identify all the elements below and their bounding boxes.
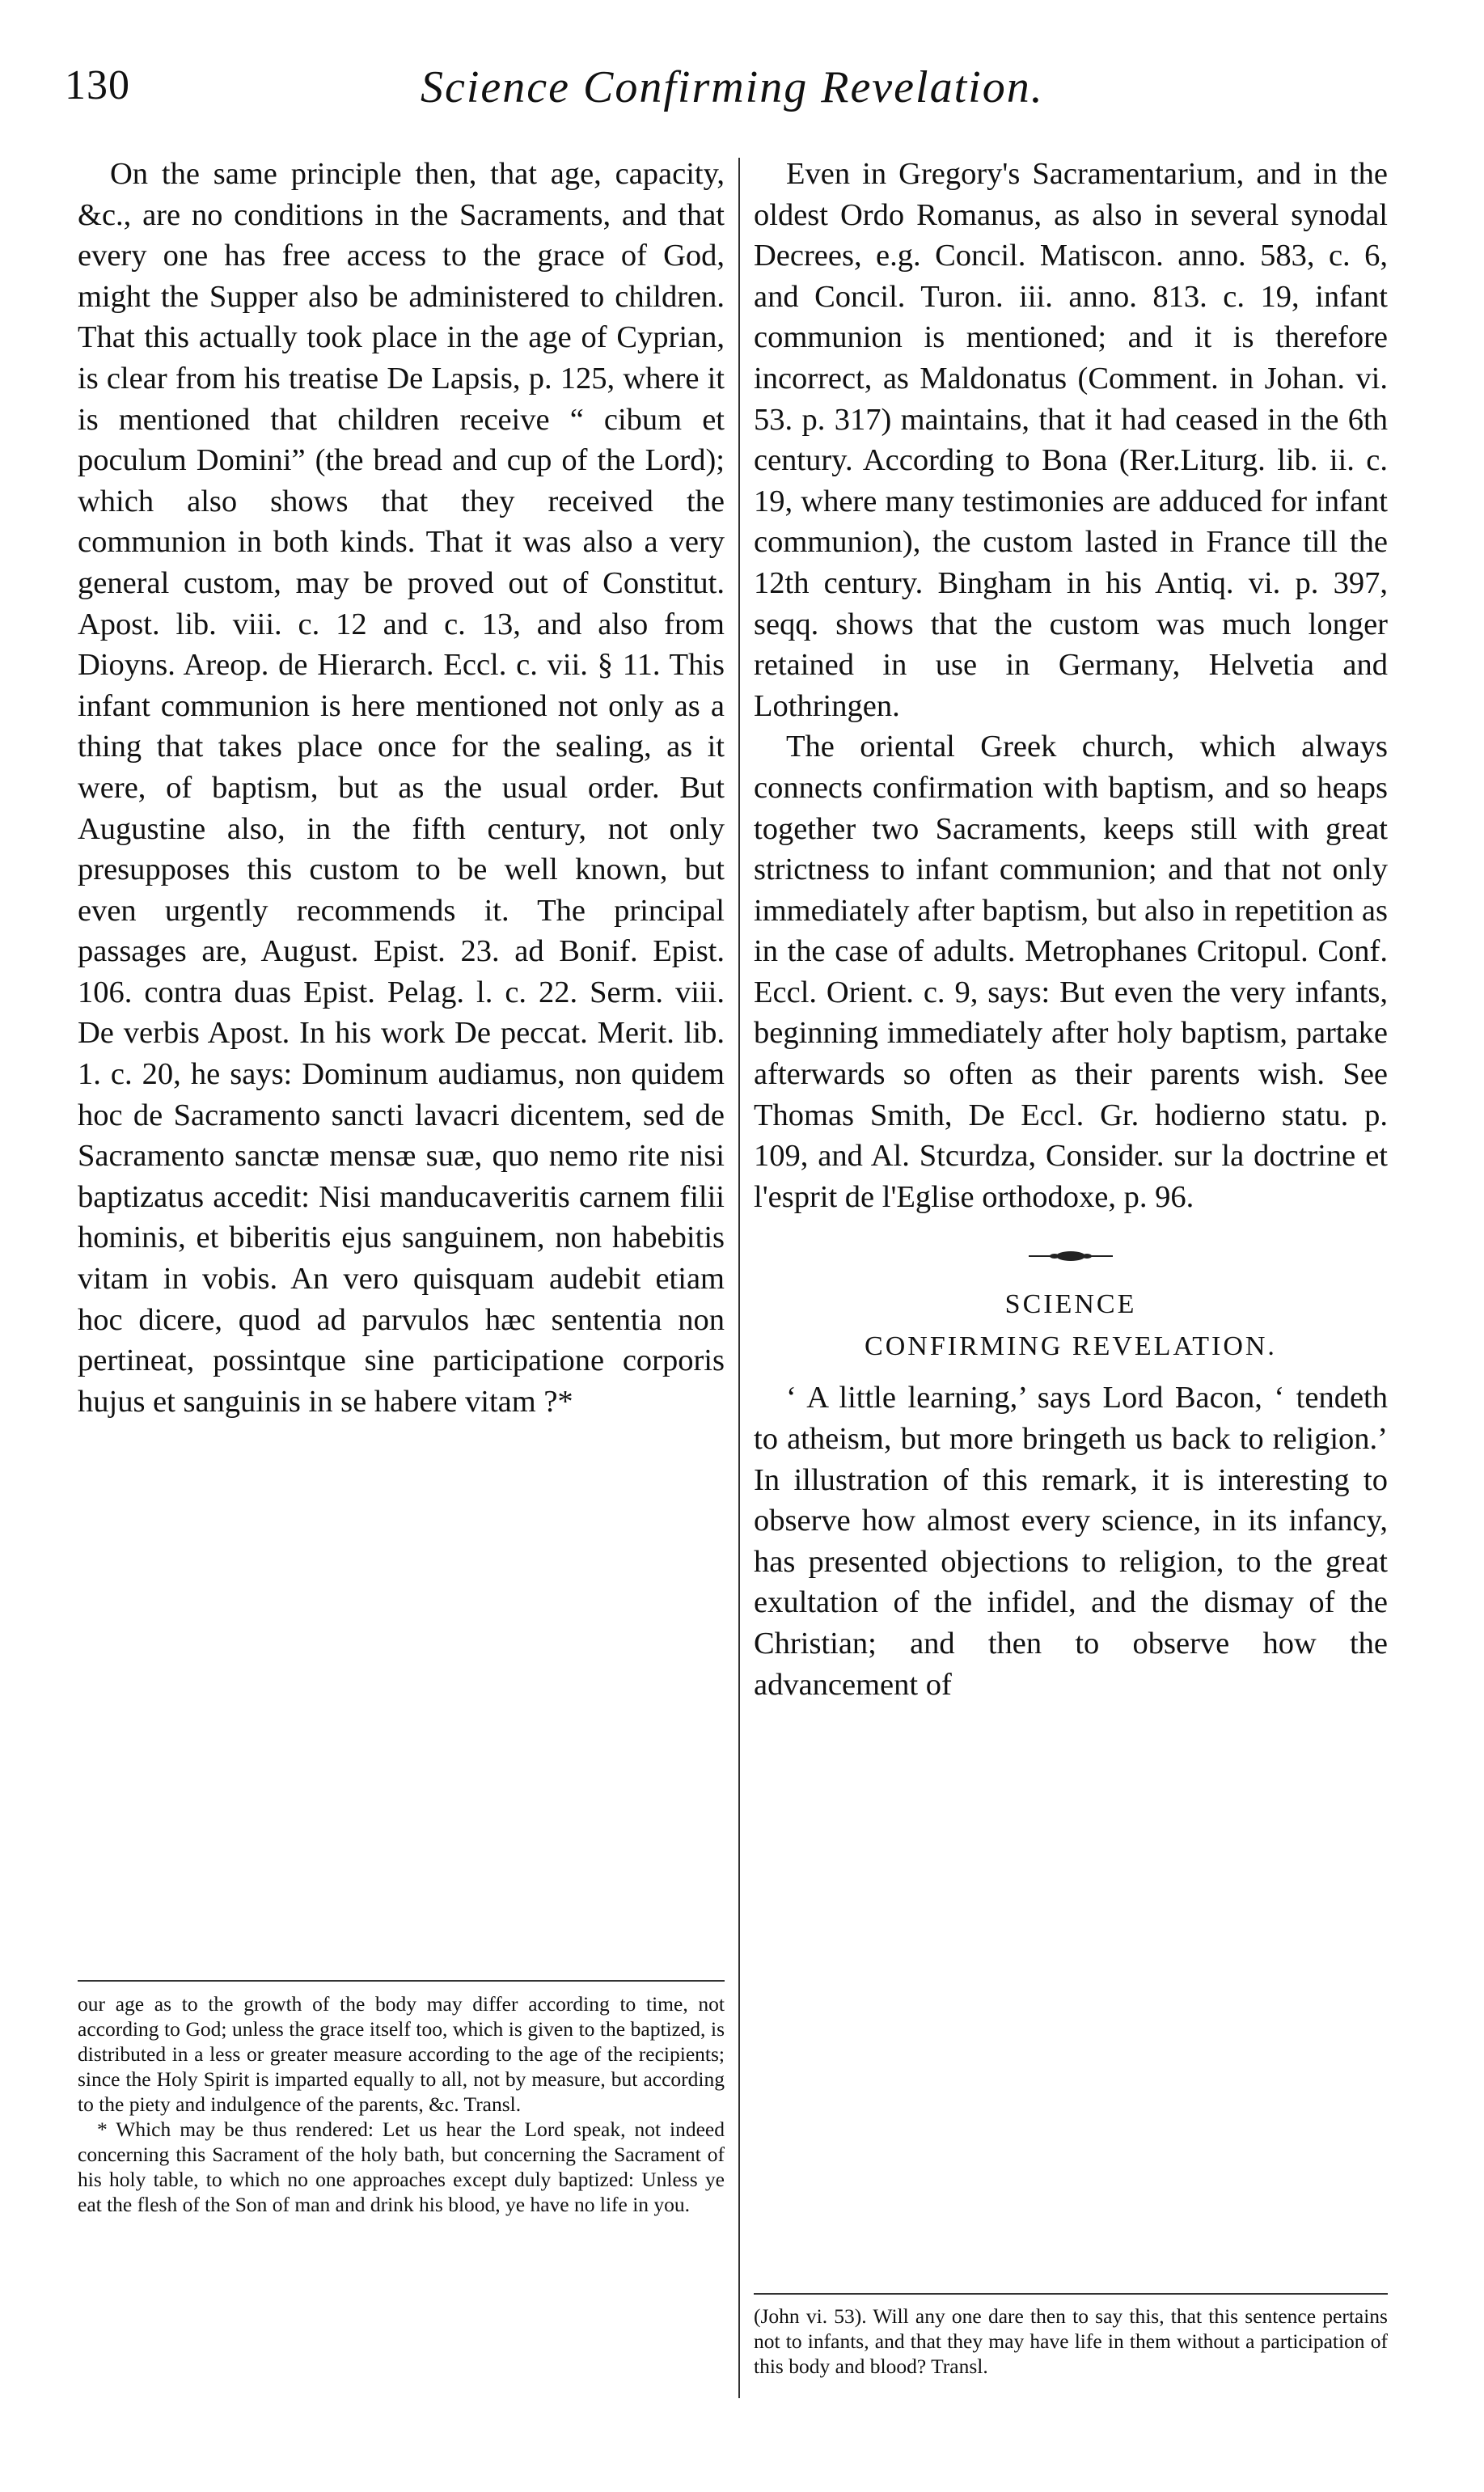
- left-footnotes: [78, 1991, 725, 2217]
- right-footnote: (John vi. 53). Will any one dare then to say this, that this sentence pertains not to infants, and that they may have life in them without a participation of this body and blood? Transl.: [754, 2304, 1388, 2378]
- column-divider: [738, 158, 740, 2398]
- section-paragraph: ‘ A little learning,’ says Lord Bacon, ‘ tendeth to atheism, but more bringeth us back to religion.’ In illustration of this remark, it is interesting to observe how almost every science, in its infancy, has presented objections to religion, to the great exultation of the infidel, and the dismay of the Christian; and then to observe how the advancement of: [754, 1381, 1388, 1702]
- right-footnotes: [754, 2304, 1388, 2379]
- section-heading-line-1: SCIENCE: [1004, 1289, 1137, 1320]
- right-paragraph-1: Even in Gregory's Sacramentarium, and in the oldest Ordo Romanus, as also in several synodal Decrees, e.g. Concil. Matiscon. anno. 583, c. 6, and Concil. Turon. iii. anno. 813. c. 19, infant communion is mentioned; and it is therefore incorrect, as Maldonatus (Comment. in Johan. vi. 53. p. 317) maintains, that it had ceased in the 6th century. According to Bona (Rer.Liturg. lib. ii. c. 19, where many testimonies are adduced for infant communion), the custom lasted in France till the 12th century. Bingham in his Antiq. vi. p. 397, seqq. shows that the custom was much longer retained in use in Germany, Helvetia and Lothringen.: [754, 157, 1388, 723]
- left-footnote-rule: [78, 1980, 725, 1982]
- section-heading-line-2: CONFIRMING REVELATION.: [865, 1331, 1277, 1362]
- right-footnote-rule: [754, 2293, 1388, 2295]
- left-footnote-2: * Which may be thus rendered: Let us hear the Lord speak, not indeed concerning this Sacrament of the holy bath, but concerning the Sacrament of his holy table, to which no one approaches except duly baptized: Unless ye eat the flesh of the Son of man and drink his blood, ye have no life in you.: [78, 2118, 725, 2216]
- ornament-flourish-icon: [1022, 1248, 1119, 1264]
- left-column: [78, 154, 725, 1422]
- right-paragraph-2: The oriental Greek church, which always connects confirmation with baptism, and so heaps together two Sacraments, keeps still with great strictness to infant communion; and that not only immediately after baptism, but also in repetition as in the case of adults. Metrophanes Critopul. Conf. Eccl. Orient. c. 9, says: But even the very infants, beginning immediately after holy baptism, partake afterwards so often as their parents wish. See Thomas Smith, De Eccl. Gr. hodierno statu. p. 109, and Al. Stcurdza, Consider. sur la doctrine et l'esprit de l'Eglise orthodoxe, p. 96.: [754, 730, 1388, 1214]
- page-number: 130: [65, 62, 130, 108]
- running-title: Science Confirming Revelation.: [421, 62, 1044, 112]
- page-header: [65, 61, 1379, 134]
- section-ornament: [754, 1248, 1388, 1264]
- left-paragraph-1: On the same principle then, that age, capacity, &c., are no conditions in the Sacraments, and that every one has free access to the grace of God, might the Supper also be administered to children. That this actually took place in the age of Cyprian, is clear from his treatise De Lapsis, p. 125, where it is mentioned that children receive “ cibum et poculum Domini” (the bread and cup of the Lord); which also shows that they received the communion in both kinds. That it was also a very general custom, may be proved out of Constitut. Apost. lib. viii. c. 12 and c. 13, and also from Dioyns. Areop. de Hierarch. Eccl. c. vii. § 11. This infant communion is here mentioned not only as a thing that takes place once for the sealing, as it were, of baptism, but as the usual order. But Augustine also, in the fifth century, not only presupposes this custom to be well known, but even urgently recommends it. The principal passages are, August. Epist. 23. ad Bonif. Epist. 106. contra duas Epist. Pelag. l. c. 22. Serm. viii. De verbis Apost. In his work De peccat. Merit. lib. 1. c. 20, he says: Dominum audiamus, non quidem hoc de Sacramento sancti lavacri dicentem, sed de Sacramento sanctæ mensæ suæ, quo nemo rite nisi baptizatus accedit: Nisi manducaveritis carnem filii hominis, et biberitis ejus sanguinem, non habebitis vitam in vobis. An vero quisquam audebit etiam hoc dicere, quod ad parvulos hæc sententia non pertineat, possintque sine participatione corporis hujus et sanguinis in se habere vitam ?*: [78, 157, 725, 1419]
- left-footnote-1: our age as to the growth of the body may differ according to time, not according to God; unless the grace itself too, which is given to the baptized, is distributed in a less or greater measure according to the age of the recipients; since the Holy Spirit is imparted equally to all, not by measure, but according to the piety and indulgence of the parents, &c. Transl.: [78, 1992, 725, 2116]
- right-column: [754, 154, 1388, 1705]
